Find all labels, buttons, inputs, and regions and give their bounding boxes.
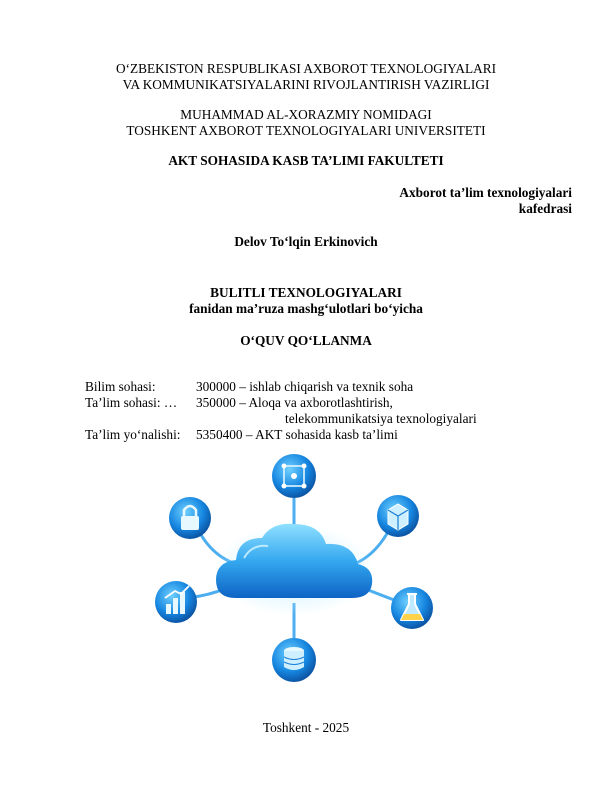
lock-icon — [169, 497, 211, 539]
field-label-yonalish: Ta’lim yo‘nalishi: — [85, 427, 181, 442]
faculty-name: AKT SOHASIDA KASB TA’LIMI FAKULTETI — [168, 153, 444, 168]
document-type: O‘QUV QO‘LLANMA — [240, 333, 372, 348]
university-line-1: MUHAMMAD AL-XORAZMIY NOMIDAGI — [180, 107, 432, 122]
network-node-icon — [272, 454, 316, 498]
flask-icon — [391, 587, 433, 629]
field-value-talim-2: telekommunikatsiya texnologiyalari — [285, 411, 477, 426]
cloud-icon — [214, 524, 374, 616]
ministry-line-1: O‘ZBEKISTON RESPUBLIKASI AXBOROT TEXNOLOGIYALARI — [115, 61, 497, 76]
department-line-1: Axborot ta’lim texnologiyalari — [399, 185, 572, 200]
cloud-network-illustration — [148, 448, 440, 690]
cube-icon — [377, 495, 419, 537]
database-icon — [272, 638, 316, 682]
department-line-2: kafedrasi — [518, 201, 572, 216]
field-value-bilim: 300000 – ishlab chiqarish va texnik soha — [196, 379, 414, 394]
subject-title: BULITLI TEXNOLOGIYALARI — [210, 285, 402, 300]
field-label-talim: Ta’lim sohasi: … — [85, 395, 178, 410]
city-year: Toshkent - 2025 — [262, 720, 350, 735]
field-value-talim-1: 350000 – Aloqa va axborotlashtirish, — [196, 395, 393, 410]
bar-chart-icon — [155, 581, 197, 623]
field-value-yonalish: 5350400 – AKT sohasida kasb ta’limi — [196, 427, 398, 442]
author-name: Delov To‘lqin Erkinovich — [234, 234, 378, 249]
university-line-2: TOSHKENT AXBOROT TEXNOLOGIYALARI UNIVERSITETI — [126, 123, 486, 138]
subject-subtitle: fanidan ma’ruza mashg‘ulotlari bo‘yicha — [189, 301, 423, 316]
field-label-bilim: Bilim sohasi: — [85, 379, 156, 394]
ministry-line-2: VA KOMMUNIKATSIYALARINI RIVOJLANTIRISH VAZIRLIGI — [122, 77, 490, 92]
